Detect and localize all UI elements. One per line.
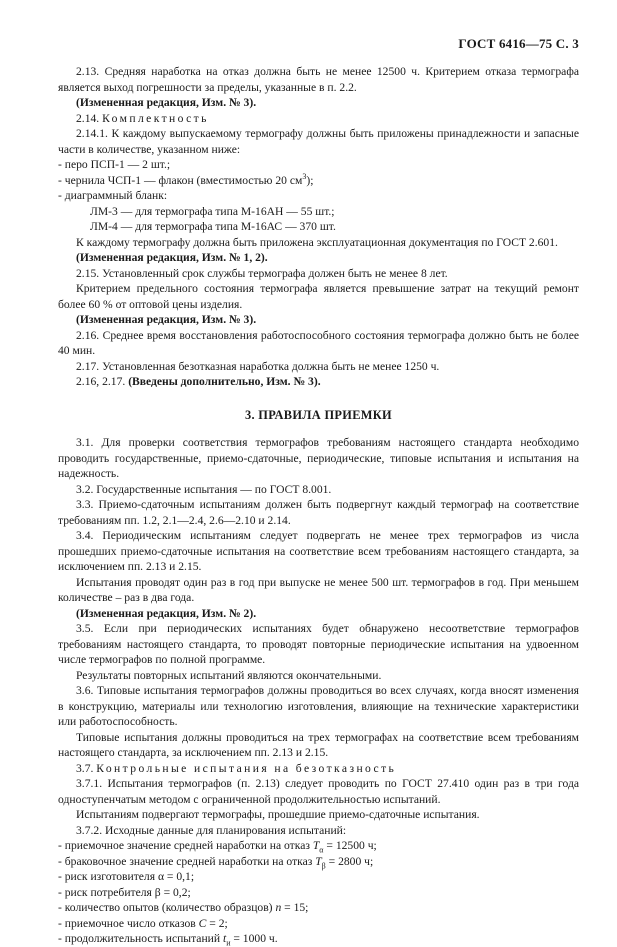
amendment-text: (Введены дополнительно, Изм. № 3).: [128, 375, 321, 388]
clause-3-7-heading: [58, 761, 579, 777]
variable: T: [315, 854, 322, 868]
list-item-text: - приемочное значение средней наработки на отказ: [58, 839, 313, 852]
list-item-text: - приемочное число отказов: [58, 916, 199, 930]
clause-3-4-frequency: Испытания проводят один раз в год при выпуске не менее 500 шт. термографов в год. При меньшем количестве – раз в два года.: [58, 575, 579, 604]
clause-3-6-scope: Типовые испытания должны проводиться на трех термографах на соответствие всем требованиям настоящего стандарта, за исключением пп. 2.13 и 2.15.: [58, 730, 579, 759]
clause-2-14-heading: [58, 111, 579, 127]
amendment-note: (Измененная редакция, Изм. № 3).: [76, 96, 257, 109]
limit-state-criterion: Критерием предельного состояния термографа является превышение затрат на текущий ремонт более 60 % от оптовой цены изделия.: [58, 282, 579, 311]
clause-2-17: 2.17. Установленная безотказная наработка должна быть не менее 1250 ч.: [76, 359, 440, 373]
list-item: [58, 838, 579, 854]
clause-2-13: 2.13. Средняя наработка на отказ должна быть не менее 12500 ч. Критерием отказа термографа является выход погрешности за пределы, указанные в п. 2.2.: [58, 65, 579, 94]
list-item: - риск потребителя β = 0,2;: [58, 885, 191, 899]
list-item-text: - количество опытов (количество образцов): [58, 901, 276, 914]
list-item-text: - браковочное значение средней наработки на отказ: [58, 854, 316, 868]
clause-3-5-results: Результаты повторных испытаний являются окончательными.: [76, 668, 382, 682]
list-item: [58, 854, 579, 870]
clause-2-16: 2.16. Среднее время восстановления работоспособного состояния термографа должно быть не более 40 мин.: [58, 328, 579, 357]
clause-number: 2.16, 2.17.: [76, 375, 126, 388]
list-item: [58, 931, 579, 947]
variable: C: [198, 916, 207, 930]
list-item: [58, 916, 579, 932]
clause-3-1: 3.1. Для проверки соответствия термографов требованиям настоящего стандарта необходимо проводить государственные, приемо-сдаточные, периодические, типовые испытания и испытания на надежность.: [58, 436, 579, 480]
list-item-text: = 1000 ч.: [230, 932, 278, 945]
superscript: 3: [302, 171, 307, 181]
clause-2-15: 2.15. Установленный срок службы термографа должен быть не менее 8 лет.: [76, 266, 448, 280]
clause-3-3: 3.3. Приемо-сдаточным испытаниям должен быть подвергнут каждый термограф на соответствие требованиям пп. 1.2, 2.1—2.4, 2.6—2.10 и 2.14.: [58, 498, 579, 527]
sub-list-item: ЛМ-4 — для термографа типа М-16АС — 370 шт.: [90, 220, 336, 233]
clause-3-2: 3.2. Государственные испытания — по ГОСТ 8.001.: [76, 482, 332, 496]
variable: n: [275, 901, 282, 914]
documentation-note: К каждому термографу должна быть приложена эксплуатационная документация по ГОСТ 2.601.: [76, 235, 558, 249]
list-item: [58, 173, 579, 189]
amendment-note: (Измененная редакция, Изм. № 3).: [76, 313, 257, 326]
amendment-note: (Измененная редакция, Изм. № 2).: [76, 606, 257, 620]
clause-number: 3.7.: [76, 761, 94, 775]
list-item: [58, 900, 579, 916]
list-item-text: );: [306, 173, 314, 187]
list-item: - диаграммный бланк:: [58, 189, 168, 202]
sub-list-item: ЛМ-3 — для термографа типа М-16АН — 55 шт.;: [90, 204, 335, 218]
list-item: - перо ПСП-1 — 2 шт.;: [58, 158, 171, 171]
clause-3-7-1-scope: Испытаниям подвергают термографы, прошедшие приемо-сдаточные испытания.: [76, 808, 480, 821]
variable: T: [312, 839, 320, 852]
subscript: β: [321, 860, 326, 870]
document-body: [58, 64, 579, 947]
list-item-text: - продолжительность испытаний: [58, 932, 223, 945]
page-header: ГОСТ 6416—75 С. 3: [458, 36, 579, 51]
list-item-text: - чернила ЧСП-1 — флакон (вместимостью 20 см: [58, 173, 303, 187]
clause-2-14-1: 2.14.1. К каждому выпускаемому термографу должны быть приложены принадлежности и запасные части в количестве, указанном ниже:: [58, 127, 579, 156]
list-item-text: = 2800 ч;: [325, 854, 374, 868]
clause-3-4: 3.4. Периодическим испытаниям следует подвергать не менее трех термографов из числа прошедших приемо-сдаточные испытания на соответствие всем требованиям настоящего стандарта, за исключением пп. 2.13 и 2.15.: [58, 529, 579, 573]
list-item-text: = 12500 ч;: [323, 839, 377, 852]
clause-3-7-1: 3.7.1. Испытания термографов (п. 2.13) следует проводить по ГОСТ 27.410 один раз в три года одноступенчатым методом с ограниченной продолжительностью испытаний.: [58, 777, 579, 806]
amendment-note: (Измененная редакция, Изм. № 1, 2).: [76, 251, 268, 264]
list-item: - риск изготовителя α = 0,1;: [58, 870, 195, 883]
subscript: и: [226, 938, 231, 947]
subscript: α: [319, 845, 324, 855]
amendment-note: [58, 374, 579, 390]
variable: t: [222, 932, 227, 945]
clause-title: Контрольные испытания на безотказность: [96, 761, 397, 775]
list-item-text: = 2;: [206, 916, 228, 930]
clause-number: 2.14.: [76, 111, 100, 125]
clause-3-6: 3.6. Типовые испытания термографов должны проводиться во всех случаях, когда вносят изменения в конструкцию, материалы или технологию изготовления, влияющие на технические характеристики или работоспособность.: [58, 684, 579, 728]
section-3-title: 3. ПРАВИЛА ПРИЕМКИ: [245, 407, 392, 422]
clause-3-5: 3.5. Если при периодических испытаниях будет обнаружено несоответствие термографов требованиям настоящего стандарта, то проводят повторные периодические испытания на удвоенном числе термографов по полной программе.: [58, 622, 579, 666]
list-item-text: = 15;: [281, 901, 309, 914]
clause-title: Комплектность: [102, 111, 209, 125]
clause-3-7-2: 3.7.2. Исходные данные для планирования испытаний:: [76, 823, 347, 837]
